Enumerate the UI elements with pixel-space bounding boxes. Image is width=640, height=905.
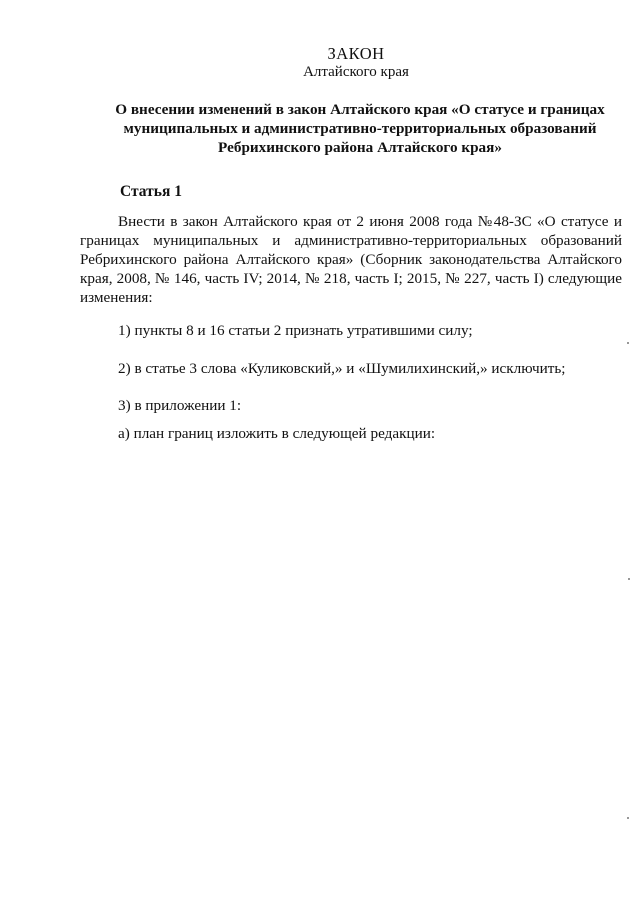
scan-speck xyxy=(628,578,630,580)
document-type: ЗАКОН xyxy=(327,44,385,63)
document-issuer: Алтайского края xyxy=(303,64,409,80)
list-item: 3) в приложении 1: xyxy=(118,397,242,414)
law-title: О внесении изменений в закон Алтайского края «О статусе и границах муниципальных и административно-территориальных образований Ребрихинского района Алтайского края» xyxy=(115,101,605,156)
list-item: 1) пункты 8 и 16 статьи 2 признать утратившими силу; xyxy=(118,322,473,339)
article-heading: Статья 1 xyxy=(120,183,182,200)
intro-paragraph: Внести в закон Алтайского края от 2 июня 2008 года №48-ЗС «О статусе и границах муниципальных и административно-территориальных образований Ребрихинского района Алтайского края» (Сборник законодательства Алтайского края, 2008, № 146, часть IV; 2014, № 218, часть I; 2015, № 227, часть I) следующие изменения: xyxy=(80,213,622,306)
list-item: 2) в статье 3 слова «Куликовский,» и «Шумилихинский,» исключить; xyxy=(118,360,566,377)
scan-speck xyxy=(627,342,629,344)
list-item: а) план границ изложить в следующей редакции: xyxy=(118,425,436,442)
scan-speck xyxy=(627,817,629,819)
